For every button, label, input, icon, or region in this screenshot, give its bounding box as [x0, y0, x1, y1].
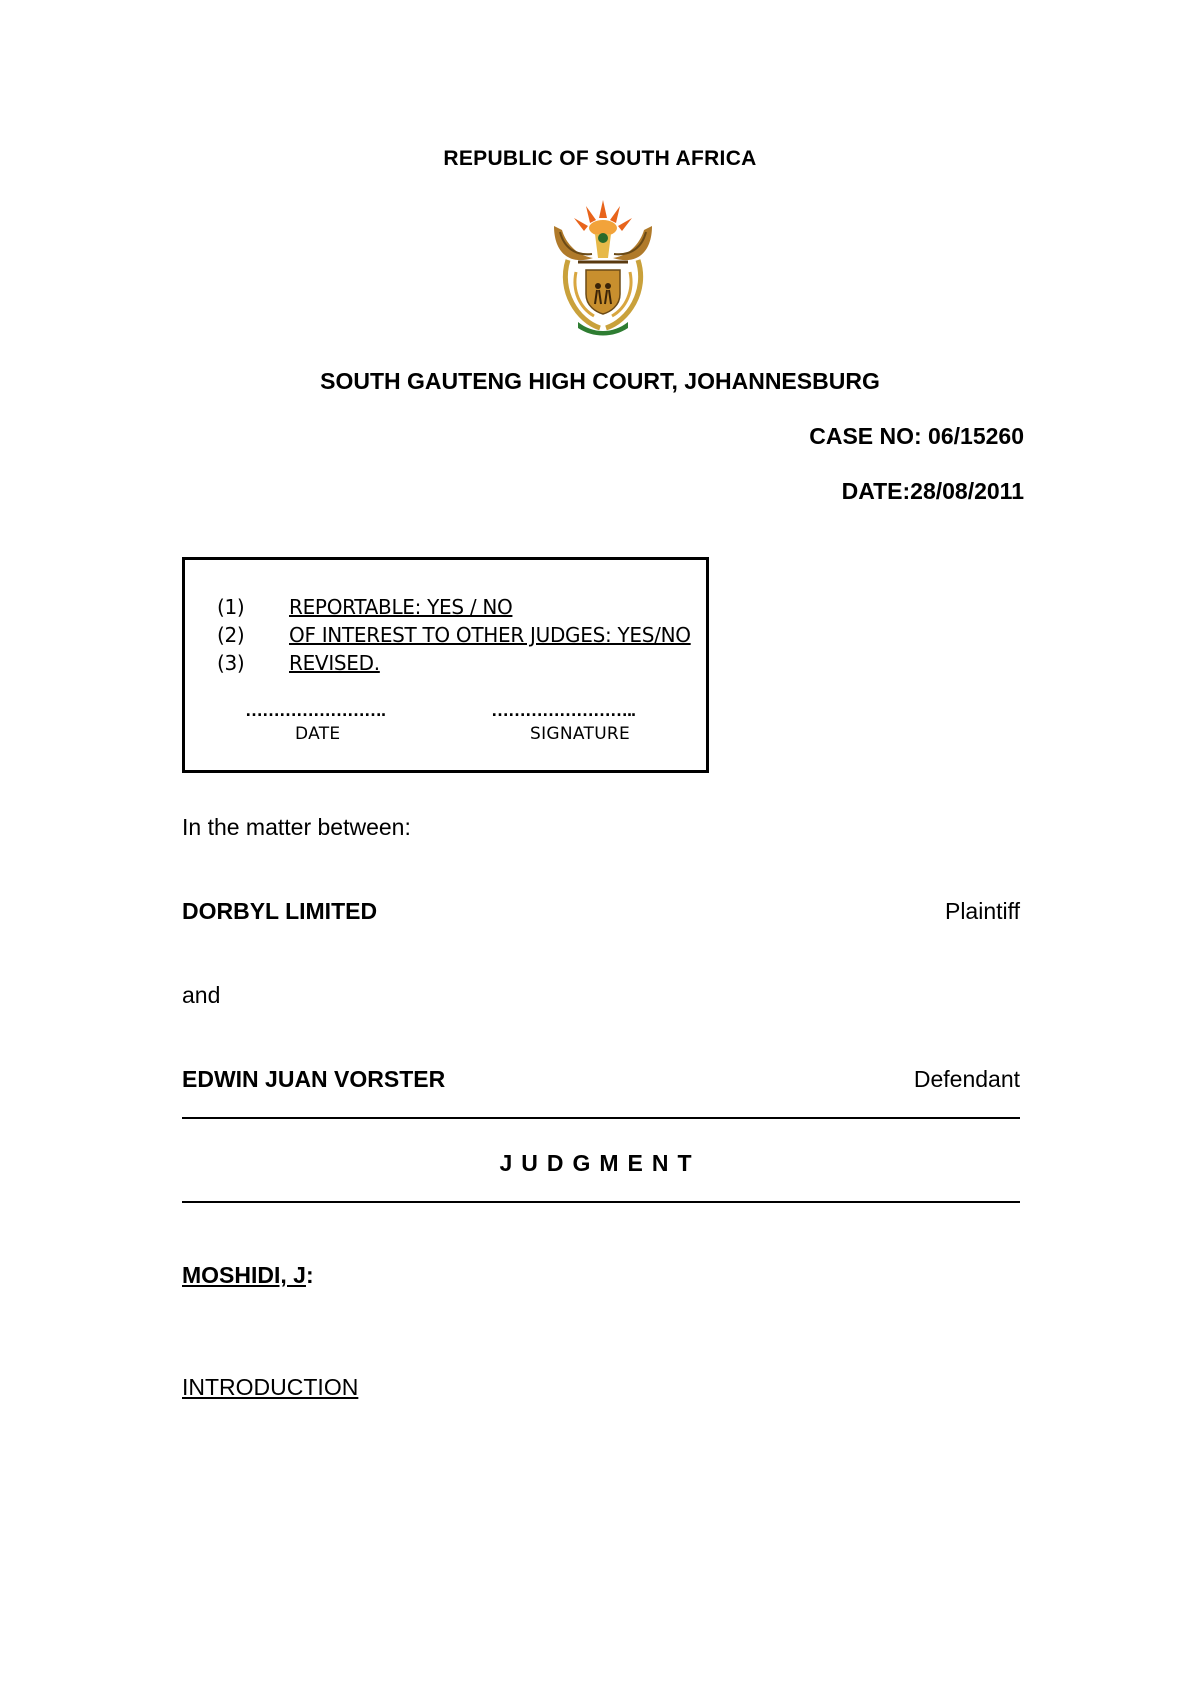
conjunction-and: and [182, 982, 221, 1008]
case-number: CASE NO: 06/15260 [809, 423, 1024, 449]
signature-dotted-line: …………………….. [491, 700, 636, 720]
plaintiff-name: DORBYL LIMITED [182, 898, 378, 924]
box-item-interest: (2) OF INTEREST TO OTHER JUDGES: YES/NO [217, 623, 691, 647]
matter-intro: In the matter between: [182, 814, 411, 840]
plaintiff-role: Plaintiff [944, 898, 1020, 924]
judgment-date: DATE:28/08/2011 [841, 478, 1024, 504]
rule-bottom [182, 1201, 1020, 1203]
box-item-revised: (3) REVISED. [217, 651, 380, 675]
country-heading: REPUBLIC OF SOUTH AFRICA [443, 147, 757, 170]
section-introduction: INTRODUCTION [182, 1374, 359, 1400]
defendant-role: Defendant [913, 1066, 1020, 1092]
defendant-name: EDWIN JUAN VORSTER [182, 1066, 446, 1092]
signature-label: SIGNATURE [530, 724, 631, 744]
rule-top [182, 1117, 1020, 1119]
judgment-title: JUDGMENT [499, 1150, 701, 1176]
court-name: SOUTH GAUTENG HIGH COURT, JOHANNESBURG [320, 368, 880, 394]
date-dotted-line: ……………………. [245, 700, 386, 720]
box-item-reportable: (1) REPORTABLE: YES / NO [217, 595, 513, 619]
date-label: DATE [295, 724, 341, 744]
judge-heading [182, 1262, 314, 1289]
reportability-box [182, 557, 709, 773]
judge-suffix: : [305, 1262, 314, 1288]
judge-name: MOSHIDI, J [182, 1262, 306, 1288]
coat-of-arms-icon [548, 196, 658, 338]
